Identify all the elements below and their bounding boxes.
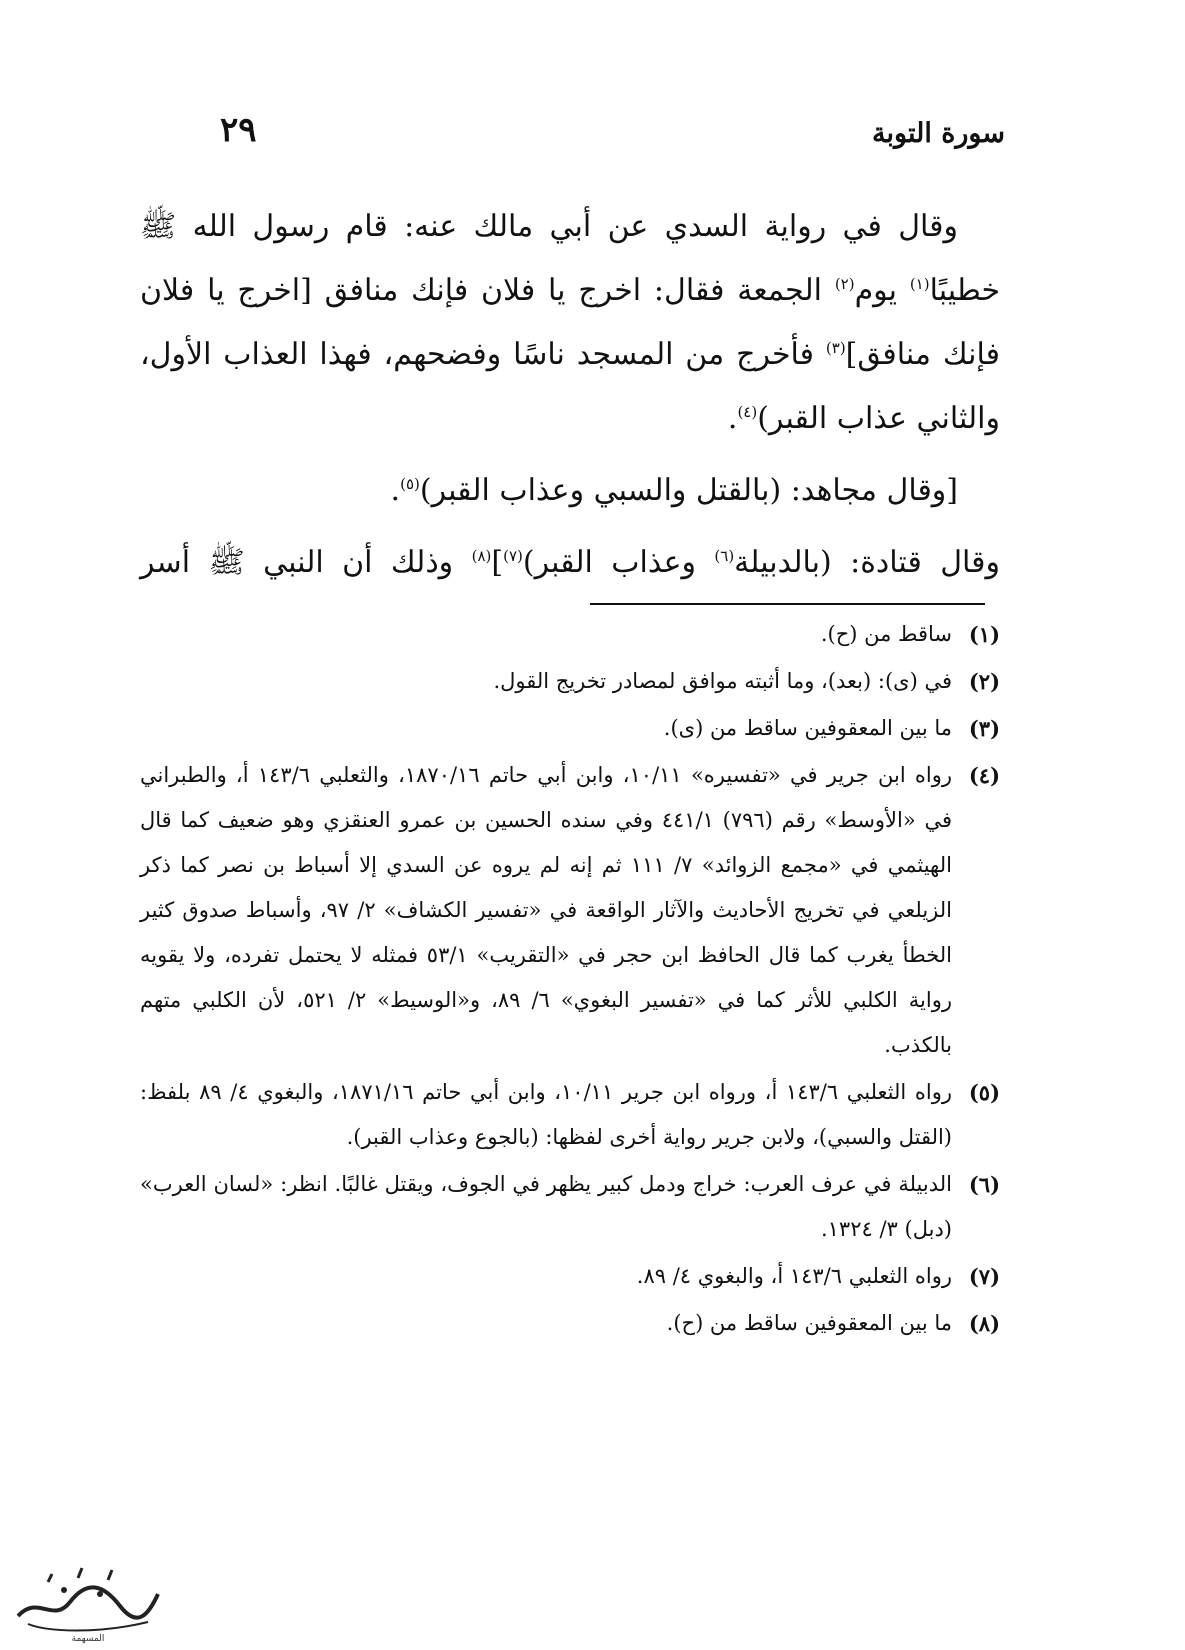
footnote-item: [140, 659, 1000, 704]
paragraph-3-text-a: وقال قتادة: (بالدبيلة: [734, 545, 1000, 580]
page-header: [200, 110, 1005, 160]
paragraph-2-end: .: [390, 473, 401, 508]
paragraph-1-text-b: يوم: [854, 273, 910, 308]
paragraph-3-text-b: وعذاب القبر): [522, 545, 715, 580]
footnote-number: (٦): [968, 1172, 1000, 1197]
paragraph-1-text-a: وقال في رواية السدي عن أبي مالك عنه: قام رسول الله ﷺ خطيبًا: [140, 209, 1000, 308]
footnote-ref-7: (٧): [503, 547, 523, 565]
footnote-text: في (ى): (بعد)، وما أثبته موافق لمصادر تخريج القول.: [493, 669, 952, 693]
footnote-ref-6: (٦): [714, 547, 735, 565]
publisher-logo-icon: [8, 1554, 168, 1644]
footnote-ref-4: (٤): [737, 403, 758, 421]
page-number: ٢٩: [220, 110, 257, 150]
paragraph-3: [140, 531, 1000, 595]
footnote-number: (٤): [968, 763, 1000, 788]
footnote-number: (٣): [968, 716, 1000, 741]
footnotes: [140, 612, 1000, 1348]
main-text: [140, 195, 1000, 603]
publisher-logo-svg: [8, 1554, 168, 1644]
footnote-ref-3: (٣): [825, 339, 846, 357]
footnote-separator: [590, 603, 985, 605]
footnote-item: [140, 706, 1000, 751]
footnote-item: [140, 753, 1000, 1068]
footnote-number: (١): [968, 622, 1000, 647]
publisher-logo-text: المسهمة: [71, 1634, 105, 1644]
footnote-item: [140, 1070, 1000, 1160]
paragraph-2-text: [وقال مجاهد: (بالقتل والسبي وعذاب القبر): [419, 473, 958, 508]
paragraph-3-text-c: ]: [491, 545, 504, 580]
paragraph-1-end: .: [727, 401, 738, 436]
footnote-text: رواه الثعلبي ١٤٣/٦ أ، والبغوي ٤/ ٨٩.: [636, 1264, 952, 1288]
footnote-text: رواه ابن جرير في «تفسيره» ١٠/١١، وابن أبي حاتم ١٨٧٠/١٦، والثعلبي ١٤٣/٦ أ، والطبراني في «الأوسط» رقم (٧٩٦) ٤٤١/١ وفي سنده الحسين بن عمرو العنقزي وهو ضعيف كما قال الهيثمي في «مجمع الزوائد» ٧/ ١١١ ثم إنه لم يروه عن السدي إلا أسباط بن نصر كما ذكر الزيلعي في تخريج الأحاديث والآثار الواقعة في «تفسير الكشاف» ٢/ ٩٧، وأسباط صدوق كثير الخطأ يغرب كما قال الحافظ ابن حجر في «التقريب» ٥٣/١ فمثله لا يحتمل تفرده، ولا يقويه رواية الكلبي للأثر كما في «تفسير البغوي» ٦/ ٨٩، و«الوسيط» ٢/ ٥٢١، لأن الكلبي متهم بالكذب.: [140, 763, 953, 1057]
footnote-text: ما بين المعقوفين ساقط من (ى).: [663, 716, 952, 740]
footnote-ref-2: (٢): [834, 275, 855, 293]
paragraph-1-text-d: فأخرج من المسجد ناسًا وفضحهم، فهذا العذاب الأول، والثاني عذاب القبر): [140, 337, 1000, 436]
paragraph-1-text-c: الجمعة فقال: اخرج يا فلان فإنك منافق [اخرج يا فلان فإنك منافق]: [140, 273, 1000, 372]
footnote-text: رواه الثعلبي ١٤٣/٦ أ، ورواه ابن جرير ١٠/١١، وابن أبي حاتم ١٨٧١/١٦، والبغوي ٤/ ٨٩ بلفظ: (القتل والسبي)، ولابن جرير رواية أخرى لفظها: (بالجوع وعذاب القبر).: [140, 1080, 952, 1149]
footnote-text: الدبيلة في عرف العرب: خراج ودمل كبير يظهر في الجوف، ويقتل غالبًا. انظر: «لسان العرب» (دبل) ٣/ ١٣٢٤.: [140, 1172, 952, 1241]
footnote-text: ما بين المعقوفين ساقط من (ح).: [666, 1311, 952, 1335]
footnote-item: [140, 1162, 1000, 1252]
footnote-ref-5: (٥): [400, 475, 420, 493]
footnote-number: (٨): [968, 1311, 1000, 1336]
footnote-text: ساقط من (ح).: [820, 622, 952, 646]
footnote-item: [140, 612, 1000, 657]
footnote-item: [140, 1301, 1000, 1346]
paragraph-1: [140, 195, 1000, 451]
paragraph-3-text-d: وذلك أن النبي ﷺ أسر: [140, 545, 472, 580]
surah-title: سورة التوبة: [872, 118, 1005, 149]
footnote-ref-8: (٨): [471, 547, 492, 565]
footnote-ref-1: (١): [909, 275, 930, 293]
footnote-item: [140, 1254, 1000, 1299]
footnote-number: (٧): [968, 1264, 1000, 1289]
paragraph-2: [140, 459, 1000, 523]
footnote-number: (٥): [968, 1080, 1000, 1105]
footnote-number: (٢): [968, 669, 1000, 694]
